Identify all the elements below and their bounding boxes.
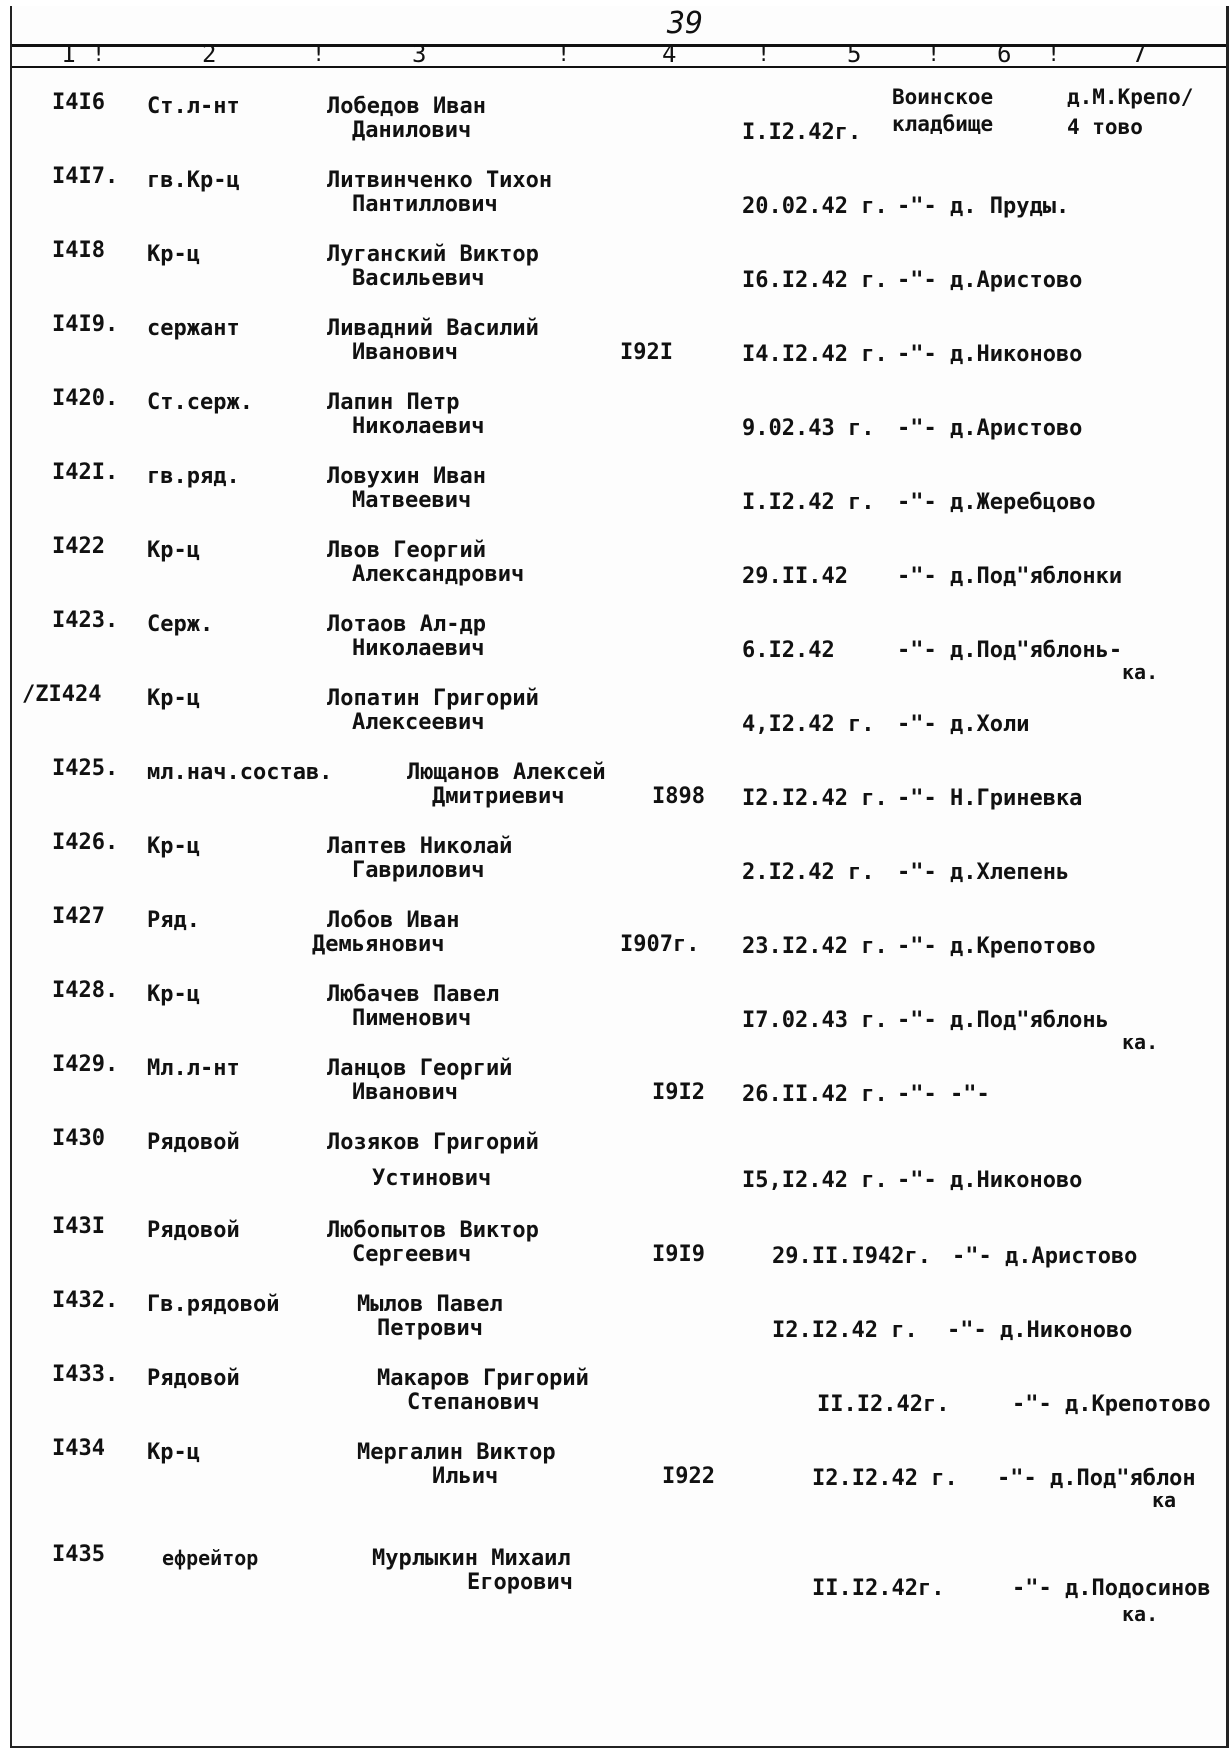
entry-name: Лапин Петр (327, 390, 460, 415)
burial-type-line: Воинское (892, 85, 994, 109)
entry-number: I423. (52, 608, 119, 633)
entry-patronymic: Петрович (377, 1316, 483, 1341)
entry-burial-place: -"- д.Аристово (897, 416, 1083, 441)
entry-name: Любачев Павел (327, 982, 500, 1007)
entry-burial-place: -"- д.Никоново (947, 1318, 1133, 1343)
table-row (12, 1126, 1226, 1200)
entry-name: Литвинченко Тихон (327, 168, 553, 193)
entry-rank: Кр-ц (147, 686, 200, 711)
entry-burial-place: -"- д.Аристово (952, 1244, 1138, 1269)
entry-number: I434 (52, 1436, 105, 1461)
entry-patronymic: Николаевич (352, 414, 485, 439)
entry-name: Лотаов Ал-др (327, 612, 486, 637)
entry-name: Любопытов Виктор (327, 1218, 539, 1243)
entry-name: Ливадний Василий (327, 316, 539, 341)
entry-rank: гв.Кр-ц (147, 168, 240, 193)
entry-patronymic: Егорович (467, 1570, 573, 1595)
entry-name: Лопатин Григорий (327, 686, 539, 711)
entry-patronymic: Степанович (407, 1390, 540, 1415)
entry-burial-place: -"- д.Хлепень (897, 860, 1070, 885)
column-separator: ! (927, 42, 941, 67)
entry-death-date: 6.I2.42 (742, 638, 835, 663)
entry-rank: Рядовой (147, 1218, 240, 1243)
entry-rank: Ст.л-нт (147, 94, 240, 119)
table-row (12, 1214, 1226, 1288)
entry-number: I4I9. (52, 312, 119, 337)
entry-name: Мурлыкин Михаил (372, 1546, 571, 1571)
entry-birth-year: I9I2 (652, 1080, 705, 1105)
entry-patronymic: Демьянович (312, 932, 445, 957)
entry-burial-place: -"- д.Никоново (897, 1168, 1083, 1193)
column-separator: ! (1047, 42, 1061, 67)
entry-death-date: I4.I2.42 г. (742, 342, 888, 367)
column-number-1: I (62, 40, 77, 68)
entry-name: Лобедов Иван (327, 94, 486, 119)
column-number-7: 7 (1132, 40, 1147, 68)
table-row (12, 608, 1226, 682)
column-separator: ! (557, 42, 571, 67)
entry-rank: Гв.рядовой (147, 1292, 280, 1317)
table-row (12, 312, 1226, 386)
entry-patronymic: Дмитриевич (432, 784, 565, 809)
table-row (12, 1436, 1226, 1510)
column-separator: ! (92, 42, 106, 67)
table-row (12, 386, 1226, 460)
entry-number: I427 (52, 904, 105, 929)
entry-name: Лобов Иван (327, 908, 460, 933)
entry-rank: Кр-ц (147, 1440, 200, 1465)
entry-burial-place: -"- д. Пруды. (897, 194, 1070, 219)
entry-burial-place: -"- д.Под"яблон (997, 1466, 1196, 1491)
entry-rank: Серж. (147, 612, 214, 637)
document-page (10, 6, 1229, 1748)
column-number-4: 4 (662, 40, 677, 68)
entry-patronymic: Иванович (352, 1080, 458, 1105)
entry-burial-place: -"- д.Крепотово (897, 934, 1096, 959)
entry-name: Лаптев Николай (327, 834, 513, 859)
entry-burial-place: -"- -"- (897, 1082, 990, 1107)
entry-rank: Кр-ц (147, 834, 200, 859)
entry-rank: Рядовой (147, 1130, 240, 1155)
entry-name: Ловухин Иван (327, 464, 486, 489)
entry-death-date: I.I2.42г. (742, 120, 862, 145)
entry-death-date: I5,I2.42 г. (742, 1168, 888, 1193)
entry-number: I4I6 (52, 90, 105, 115)
column-number-2: 2 (202, 40, 217, 68)
entry-death-date: I7.02.43 г. (742, 1008, 888, 1033)
entry-number: I43I (52, 1214, 105, 1239)
entry-death-date: II.I2.42г. (817, 1392, 950, 1417)
entry-burial-place: -"- д.Под"яблонь- (897, 638, 1123, 663)
entry-burial-place: -"- д.Холи (897, 712, 1030, 737)
entry-death-date: 9.02.43 г. (742, 416, 875, 441)
entry-birth-year: I92I (620, 340, 673, 365)
entry-rank: Рядовой (147, 1366, 240, 1391)
entry-name: Мылов Павел (357, 1292, 503, 1317)
entry-patronymic: Данилович (352, 118, 472, 143)
entry-name: Лвов Георгий (327, 538, 486, 563)
entry-patronymic: Сергеевич (352, 1242, 472, 1267)
column-separator: ! (312, 42, 326, 67)
entry-name: Луганский Виктор (327, 242, 539, 267)
table-row (12, 756, 1226, 830)
entry-burial-place: -"- д.Подосинов (1012, 1576, 1211, 1601)
entry-number: I420. (52, 386, 119, 411)
entry-number: I4I7. (52, 164, 119, 189)
entry-burial-place: -"- д.Никоново (897, 342, 1083, 367)
entry-number: I426. (52, 830, 119, 855)
column-separator: ! (757, 42, 771, 67)
entry-number: I4I8 (52, 238, 105, 263)
entry-patronymic: Гаврилович (352, 858, 485, 883)
entry-patronymic: Матвеевич (352, 488, 472, 513)
entry-death-date: II.I2.42г. (812, 1576, 945, 1601)
top-location-line: д.М.Крепо/ (1067, 85, 1194, 109)
entry-death-date: I6.I2.42 г. (742, 268, 888, 293)
table-row (12, 238, 1226, 312)
entry-burial-place-cont: ка. (1122, 1030, 1159, 1054)
entry-death-date: 26.II.42 г. (742, 1082, 888, 1107)
entry-rank: Кр-ц (147, 982, 200, 1007)
column-number-6: 6 (997, 40, 1012, 68)
entry-rank: ефрейтор (162, 1546, 259, 1570)
entry-number: I433. (52, 1362, 119, 1387)
entry-number: I425. (52, 756, 119, 781)
entry-number: I435 (52, 1542, 105, 1567)
entry-burial-place: -"- д.Под"яблонь (897, 1008, 1109, 1033)
entry-burial-place: -"- д.Жеребцово (897, 490, 1096, 515)
entry-name: Ланцов Георгий (327, 1056, 513, 1081)
table-row (12, 534, 1226, 608)
entry-name: Лющанов Алексей (407, 760, 606, 785)
column-number-3: 3 (412, 40, 427, 68)
entry-death-date: 29.II.42 (742, 564, 848, 589)
entry-burial-place-cont: ка. (1122, 1602, 1159, 1626)
entry-patronymic: Пантиллович (352, 192, 498, 217)
entry-death-date: 2.I2.42 г. (742, 860, 875, 885)
entry-death-date: I2.I2.42 г. (812, 1466, 958, 1491)
entry-birth-year: I907г. (620, 932, 700, 957)
header-rule-bottom (12, 66, 1226, 68)
entry-patronymic: Николаевич (352, 636, 485, 661)
entry-number: I430 (52, 1126, 105, 1151)
header-rule-top (12, 44, 1226, 47)
entry-death-date: 4,I2.42 г. (742, 712, 875, 737)
entry-name: Мергалин Виктор (357, 1440, 556, 1465)
table-row (12, 978, 1226, 1052)
entry-name: Макаров Григорий (377, 1366, 589, 1391)
entry-rank: Мл.л-нт (147, 1056, 240, 1081)
entry-name: Лозяков Григорий (327, 1130, 539, 1155)
entry-death-date: 20.02.42 г. (742, 194, 888, 219)
table-row (12, 90, 1226, 164)
entry-death-date: 29.II.I942г. (772, 1244, 931, 1269)
entry-burial-place: -"- д.Аристово (897, 268, 1083, 293)
entry-rank: сержант (147, 316, 240, 341)
entry-patronymic: Иванович (352, 340, 458, 365)
table-row (12, 460, 1226, 534)
entry-number: I42I. (52, 460, 119, 485)
entry-rank: Ряд. (147, 908, 200, 933)
entry-patronymic: Ильич (432, 1464, 499, 1489)
entry-number: /ZI424 (22, 682, 102, 707)
entry-burial-place: -"- Н.Гриневка (897, 786, 1083, 811)
entry-birth-year: I9I9 (652, 1242, 705, 1267)
entry-death-date: I2.I2.42 г. (772, 1318, 918, 1343)
page-number: 39 (667, 6, 704, 41)
entry-patronymic: Васильевич (352, 266, 485, 291)
entry-patronymic: Алексеевич (352, 710, 485, 735)
entry-number: I428. (52, 978, 119, 1003)
burial-type-line: кладбище (892, 112, 994, 136)
table-row (12, 1362, 1226, 1436)
entry-birth-year: I898 (652, 784, 705, 809)
entry-patronymic: Устинович (372, 1166, 492, 1191)
entry-rank: Кр-ц (147, 538, 200, 563)
table-row (12, 682, 1226, 756)
entry-number: I422 (52, 534, 105, 559)
entry-burial-place: -"- д.Под"яблонки (897, 564, 1123, 589)
column-number-5: 5 (847, 40, 862, 68)
entry-birth-year: I922 (662, 1464, 715, 1489)
entry-number: I432. (52, 1288, 119, 1313)
table-row (12, 904, 1226, 978)
table-row (12, 1052, 1226, 1126)
table-row (12, 164, 1226, 238)
entry-rank: Ст.серж. (147, 390, 253, 415)
entry-burial-place-cont: ка. (1122, 660, 1159, 684)
entry-rank: мл.нач.состав. (147, 760, 333, 785)
entry-rank: Кр-ц (147, 242, 200, 267)
top-location-line: 4 тово (1067, 115, 1143, 139)
table-row (12, 1288, 1226, 1362)
entry-rank: гв.ряд. (147, 464, 240, 489)
entry-patronymic: Александрович (352, 562, 525, 587)
entry-death-date: I2.I2.42 г. (742, 786, 888, 811)
entry-number: I429. (52, 1052, 119, 1077)
entry-death-date: I.I2.42 г. (742, 490, 875, 515)
entry-burial-place: -"- д.Крепотово (1012, 1392, 1211, 1417)
table-row (12, 1542, 1226, 1626)
entry-burial-place-cont: ка (1152, 1488, 1177, 1512)
table-row (12, 830, 1226, 904)
entry-death-date: 23.I2.42 г. (742, 934, 888, 959)
entry-patronymic: Пименович (352, 1006, 472, 1031)
